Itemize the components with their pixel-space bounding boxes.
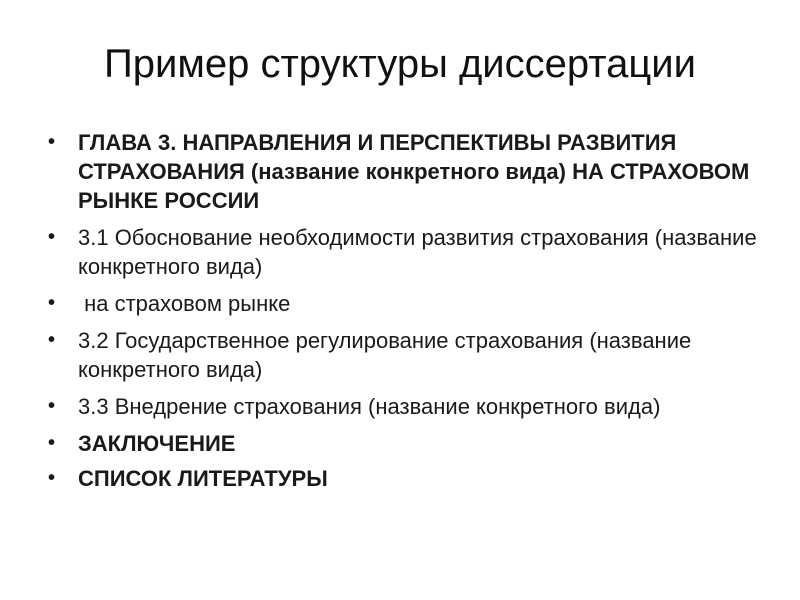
list-item-section-3-1-continued [48,289,758,318]
list-item-section-3-2 [48,326,758,384]
slide-title: Пример структуры диссертации [104,42,696,86]
list-item-text: 3.2 Государственное регулирование страхования (название конкретного вида) [78,328,692,382]
bullet-icon: • [48,395,56,417]
bullet-icon: • [48,226,56,248]
list-item-section-3-1 [48,223,758,281]
list-item-text: 3.1 Обоснование необходимости развития страхования (название конкретного вида) [78,225,757,279]
bullet-icon: • [48,292,56,314]
bullet-icon: • [48,329,56,351]
list-item-text: ГЛАВА 3. НАПРАВЛЕНИЯ И ПЕРСПЕКТИВЫ РАЗВИТИЯ СТРАХОВАНИЯ (название конкретного вида) НА СТРАХОВОМ РЫНКЕ РОССИИ [78,130,750,213]
bullet-icon: • [48,467,56,489]
list-item-bibliography [48,464,758,493]
list-item-chapter-3 [48,128,758,215]
list-item-conclusion [48,429,758,458]
list-item-text: на страховом рынке [78,291,291,316]
bullet-icon: • [48,432,56,454]
list-item-text: ЗАКЛЮЧЕНИЕ [78,431,236,456]
bullet-list [48,128,758,501]
bullet-icon: • [48,131,56,153]
list-item-section-3-3 [48,392,758,421]
list-item-text: СПИСОК ЛИТЕРАТУРЫ [78,466,328,491]
list-item-text: 3.3 Внедрение страхования (название конкретного вида) [78,394,661,419]
